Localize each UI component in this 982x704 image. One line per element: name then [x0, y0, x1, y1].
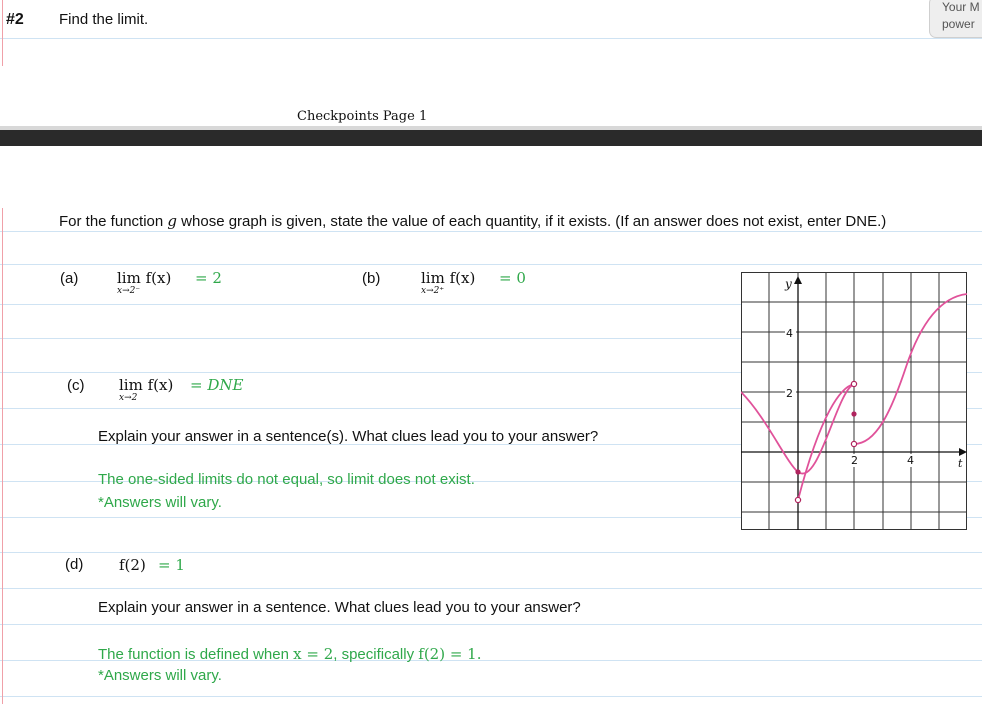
- checkpoint-label: Checkpoints Page 1: [297, 109, 428, 124]
- y-tick-label: 2: [786, 387, 793, 400]
- part-c-note: *Answers will vary.: [98, 494, 222, 511]
- badge-line-2: power: [942, 17, 975, 31]
- part-d-response-eq: x = 2: [293, 645, 334, 663]
- part-a-limit: [117, 269, 172, 296]
- rule-line: [0, 696, 982, 697]
- intro-function: g: [167, 212, 178, 230]
- part-c-answer: = DNE: [190, 376, 244, 394]
- filled-point: [851, 411, 856, 416]
- part-c-question: Explain your answer in a sentence(s). What clues lead you to your answer?: [98, 428, 599, 445]
- y-axis-label: y: [785, 277, 792, 291]
- rule-line: [0, 552, 982, 553]
- filled-point: [795, 469, 800, 474]
- margin-line: [2, 0, 3, 66]
- notification-badge[interactable]: [929, 0, 982, 38]
- part-d-expr: f(2): [119, 556, 146, 574]
- x-tick-label: 4: [907, 454, 914, 467]
- problem-prompt: Find the limit.: [59, 11, 149, 28]
- open-point: [851, 381, 856, 386]
- margin-line: [2, 208, 3, 704]
- function-graph: [741, 272, 967, 530]
- part-c-limit: [119, 376, 174, 403]
- rule-line: [0, 231, 982, 232]
- open-point: [851, 441, 856, 446]
- part-d-response-f: f(2) = 1.: [418, 645, 482, 663]
- part-b-answer: = 0: [499, 269, 526, 287]
- part-c-response: The one-sided limits do not equal, so limit does not exist.: [98, 471, 475, 488]
- open-point: [795, 497, 800, 502]
- part-b-expr: lim f(x): [421, 269, 476, 287]
- part-c-label: (c): [67, 377, 85, 394]
- rule-line: [0, 624, 982, 625]
- rule-line: [0, 264, 982, 265]
- rule-line: [0, 38, 982, 39]
- part-b-sub: x→2⁺: [421, 286, 445, 296]
- question-intro: [59, 212, 886, 230]
- part-d-label: (d): [65, 556, 84, 573]
- part-d-response-mid: , specifically: [333, 646, 419, 663]
- y-tick-label: 4: [786, 327, 793, 340]
- part-a-sub: x→2⁻: [117, 286, 141, 296]
- part-d-answer: = 1: [158, 556, 185, 574]
- part-a-expr: lim f(x): [117, 269, 172, 287]
- part-b-label: (b): [362, 270, 381, 287]
- problem-number: #2: [6, 11, 24, 28]
- part-a-answer: = 2: [195, 269, 222, 287]
- part-d-response: [98, 645, 481, 663]
- part-c-sub: x→2: [119, 393, 138, 403]
- intro-post: whose graph is given, state the value of each quantity, if it exists. (If an answer does not exist, enter DNE.): [177, 213, 887, 230]
- page-break-band: [0, 130, 982, 146]
- part-c-expr: lim f(x): [119, 376, 174, 394]
- part-b-limit: [421, 269, 476, 296]
- part-d-response-pre: The function is defined when: [98, 646, 294, 663]
- intro-pre: For the function: [59, 213, 168, 230]
- x-tick-label: 2: [851, 454, 858, 467]
- badge-line-1: Your M: [942, 0, 980, 14]
- part-d-note: *Answers will vary.: [98, 667, 222, 684]
- part-d-question: Explain your answer in a sentence. What clues lead you to your answer?: [98, 599, 581, 616]
- part-a-label: (a): [60, 270, 79, 287]
- rule-line: [0, 588, 982, 589]
- x-axis-label: t: [958, 457, 963, 470]
